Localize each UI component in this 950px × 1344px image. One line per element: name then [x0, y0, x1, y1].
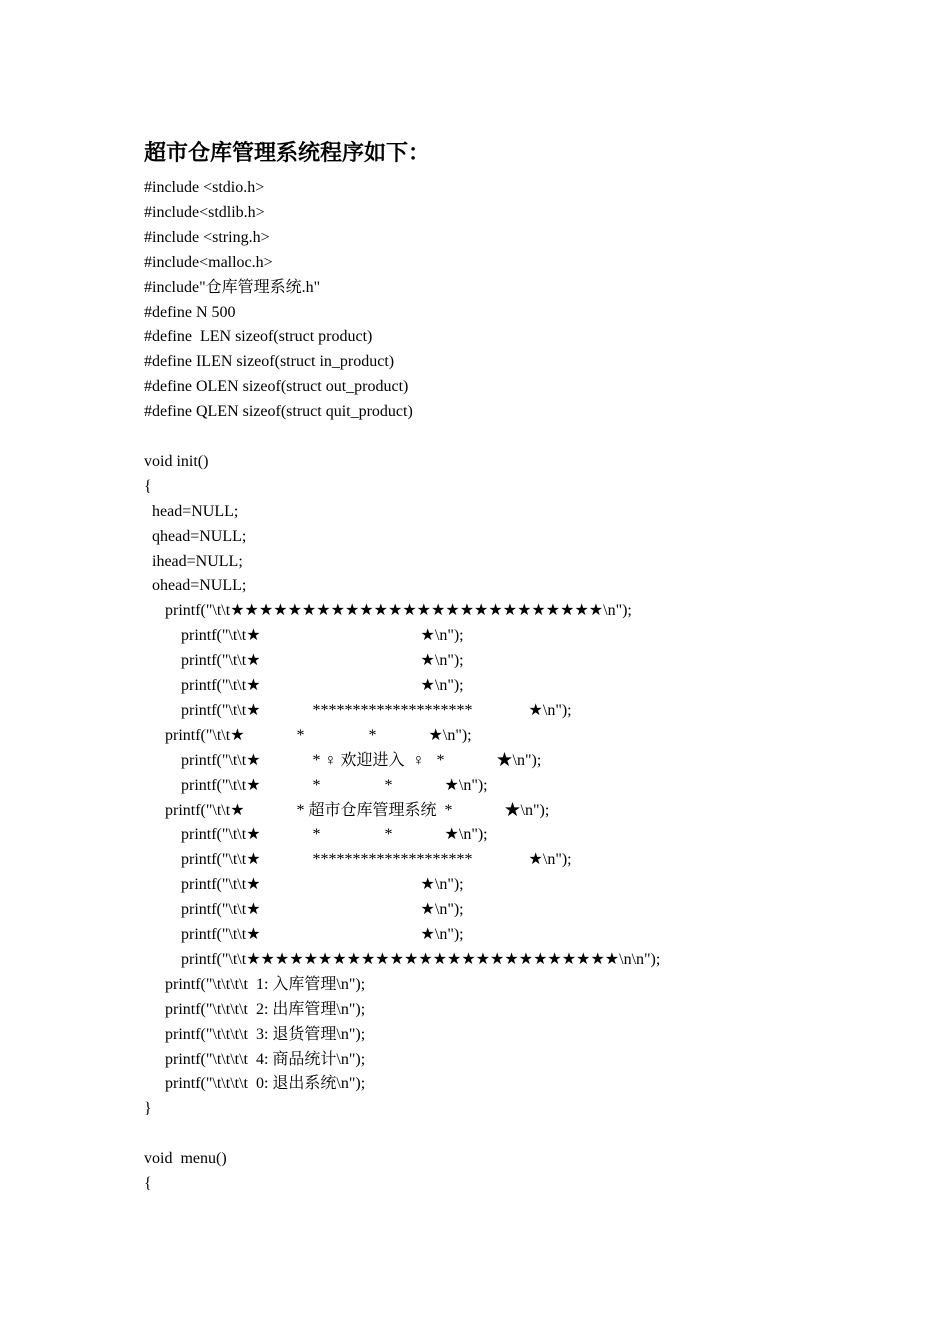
code-line: #include <string.h> [144, 228, 270, 246]
code-line: #include<malloc.h> [144, 253, 273, 271]
code-line: printf("\t\t\t\t 4: 商品统计\n"); [165, 1050, 366, 1068]
code-line: printf("\t\t★ ★\n"); [181, 876, 464, 894]
code-line: printf("\t\t★ * * ★\n"); [165, 726, 472, 744]
code-line: head=NULL; [152, 502, 239, 520]
code-line: #include <stdio.h> [144, 179, 265, 196]
code-line: #define ILEN sizeof(struct in_product) [144, 353, 395, 371]
code-line: printf("\t\t★★★★★★★★★★★★★★★★★★★★★★★★★★\n"); [165, 602, 632, 620]
code-line: #define LEN sizeof(struct product) [144, 328, 373, 346]
code-line: printf("\t\t★ * ♀ 欢迎进入 ♀ * ★\n"); [181, 751, 542, 769]
code-line: #include<stdlib.h> [144, 203, 265, 221]
code-line: printf("\t\t★ ★\n"); [181, 926, 464, 943]
code-line: printf("\t\t★ ******************** ★\n"); [181, 851, 572, 869]
code-line: } [144, 1100, 152, 1118]
code-line: printf("\t\t★ ★\n"); [181, 627, 464, 645]
page-title: 超市仓库管理系统程序如下： [144, 141, 431, 166]
code-line: printf("\t\t\t\t 0: 退出系统\n"); [165, 1075, 366, 1093]
code-line: printf("\t\t\t\t 1: 入库管理\n"); [165, 975, 366, 993]
code-line: void init() [144, 452, 209, 470]
code-line: { [144, 1175, 152, 1192]
code-line: printf("\t\t★ ★\n"); [181, 901, 464, 919]
code-line: void menu() [144, 1150, 227, 1168]
code-line: printf("\t\t★ ★\n"); [181, 677, 464, 694]
code-line: printf("\t\t\t\t 2: 出库管理\n"); [165, 1000, 366, 1018]
code-line: #define N 500 [144, 303, 236, 321]
code-line: printf("\t\t★ * * ★\n"); [181, 776, 488, 794]
code-line: printf("\t\t★ ★\n"); [181, 652, 464, 670]
code-line: printf("\t\t★★★★★★★★★★★★★★★★★★★★★★★★★★\n\n"); [181, 950, 661, 968]
code-line: { [144, 477, 152, 495]
code-line: #include"仓库管理系统.h" [144, 278, 321, 296]
code-line: #define OLEN sizeof(struct out_product) [144, 378, 409, 396]
code-line: printf("\t\t★ ******************** ★\n"); [181, 701, 572, 719]
code-line: qhead=NULL; [152, 527, 247, 545]
code-line: #define QLEN sizeof(struct quit_product) [144, 403, 413, 421]
code-line: ohead=NULL; [152, 577, 247, 595]
code-line: ihead=NULL; [152, 552, 243, 570]
code-line: printf("\t\t★ * 超市仓库管理系统 * ★\n"); [165, 801, 550, 819]
code-line: printf("\t\t★ * * ★\n"); [181, 826, 488, 844]
code-line: printf("\t\t\t\t 3: 退货管理\n"); [165, 1025, 366, 1043]
